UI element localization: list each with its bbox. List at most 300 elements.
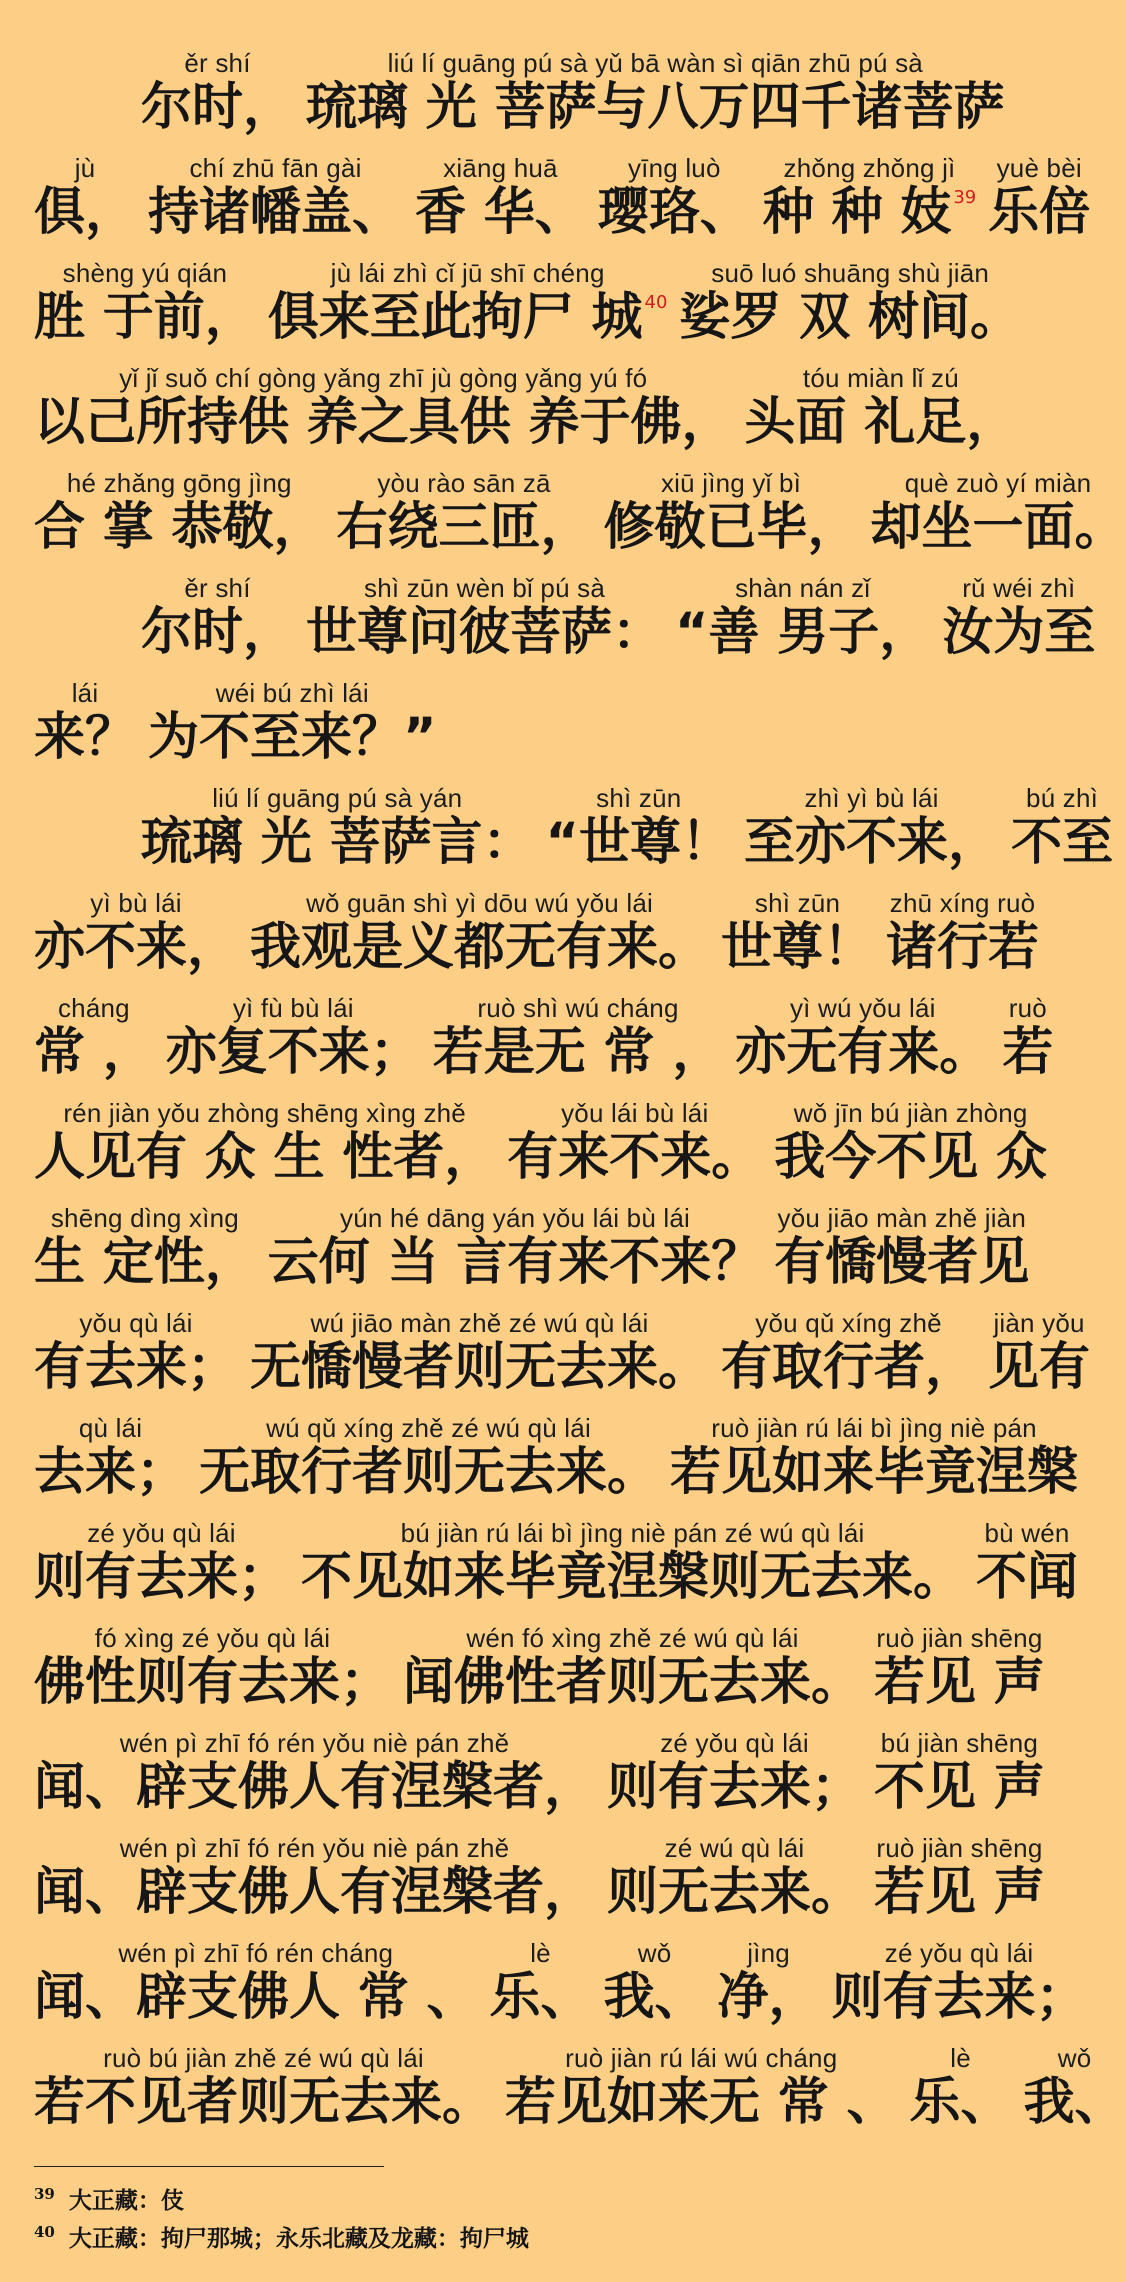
chinese-characters: 亦不来， [34, 918, 239, 977]
chinese-text [774, 1234, 1029, 1292]
pinyin-text: zé wú qù lái [664, 1833, 805, 1863]
annotated-phrase [675, 573, 930, 662]
annotated-phrase [942, 573, 1095, 662]
chinese-characters: 闻佛性者则无去来。 [403, 1653, 863, 1712]
pinyin-text: ruò shì wú cháng [477, 993, 679, 1023]
chinese-text [34, 1864, 595, 1922]
chinese-text [34, 1549, 289, 1607]
chinese-characters: 则有去来； [34, 1548, 290, 1607]
pinyin-text: bú jiàn rú lái bì jìng niè pán zé wú qù lái [400, 1518, 865, 1548]
chinese-characters: 无憍慢者则无去来。 [250, 1338, 710, 1397]
chinese-text [871, 499, 1126, 557]
annotated-phrase [763, 153, 976, 242]
chinese-characters: 闻、辟支佛人 常 、 [34, 1968, 478, 2027]
chinese-text [34, 1024, 154, 1082]
annotated-phrase [34, 258, 256, 347]
annotated-phrase [745, 363, 1018, 452]
chinese-characters: 云何 当 言有来不来？ [267, 1233, 763, 1292]
text-line [34, 2037, 1126, 2132]
chinese-characters: 生 定性， [34, 1233, 256, 1292]
pinyin-text: yǒu jiāo màn zhě jiàn [777, 1203, 1027, 1233]
pinyin-text: yì wú yǒu lái [789, 993, 936, 1023]
footnote-number: 40 [34, 2223, 55, 2241]
text-line [34, 1197, 1046, 1292]
pinyin-text: bù wén [984, 1518, 1070, 1548]
pinyin-text: wǒ [1057, 2043, 1092, 2073]
annotated-phrase [34, 1518, 289, 1607]
chinese-text [675, 604, 930, 662]
pinyin-text: shì zūn wèn bǐ pú sà [364, 573, 606, 603]
text-line [34, 1302, 1091, 1397]
pinyin-text: cháng [57, 993, 130, 1023]
chinese-characters: 娑罗 双 树间。 [679, 288, 1021, 347]
annotated-phrase [34, 1623, 391, 1712]
annotated-phrase [34, 888, 238, 977]
chinese-characters: 世尊！ [721, 918, 875, 977]
pinyin-text: shì zūn [754, 888, 841, 918]
annotated-phrase [34, 468, 325, 557]
chinese-text [34, 1654, 391, 1712]
pinyin-text: fó xìng zé yǒu qù lái [94, 1623, 331, 1653]
chinese-text [34, 289, 256, 347]
footnote-divider [34, 2166, 384, 2167]
text-line [34, 1407, 1079, 1502]
pinyin-text: yì bù lái [90, 888, 182, 918]
chinese-text [507, 1129, 762, 1187]
annotated-phrase [34, 1938, 478, 2027]
chinese-characters: 亦复不来； [165, 1023, 421, 1082]
text-line [34, 42, 1046, 137]
pinyin-text: xiāng huā [443, 153, 558, 183]
chinese-text [735, 1024, 990, 1082]
pinyin-text: yún hé dāng yán yǒu lái bù lái [340, 1203, 691, 1233]
pinyin-text: qù lái [78, 1413, 143, 1443]
annotated-phrase [718, 1938, 820, 2027]
pinyin-text: yǒu qǔ xíng zhě [755, 1308, 942, 1338]
chinese-characters: 尔时， [141, 78, 295, 137]
chinese-text [546, 814, 733, 872]
chinese-text [34, 709, 136, 767]
chinese-text [415, 184, 586, 242]
chinese-text [250, 919, 709, 977]
chinese-text [670, 1444, 1078, 1502]
chinese-text [745, 394, 1018, 452]
chinese-text [199, 1444, 658, 1502]
text-line [34, 777, 1114, 872]
pinyin-text: zé yǒu qù lái [884, 1938, 1034, 1968]
chinese-text [34, 1339, 238, 1397]
annotated-phrase [268, 258, 668, 347]
annotated-phrase [721, 888, 874, 977]
pinyin-text: liú lí guāng pú sà yǔ bā wàn sì qiān zhū pú sà [387, 48, 923, 78]
chinese-text [874, 1759, 1045, 1817]
pinyin-text: lái [71, 678, 99, 708]
chinese-text [604, 1969, 706, 2027]
chinese-characters: 俱来至此拘尸 城 [267, 288, 643, 347]
chinese-characters: 若见 声 [874, 1863, 1045, 1922]
text-line [34, 1722, 1046, 1817]
chinese-characters: 则有去来； [831, 1968, 1087, 2027]
chinese-characters: 若见如来无 常 、 [505, 2073, 898, 2132]
chinese-characters: 佛性则有去来； [34, 1653, 392, 1712]
text-line [34, 147, 1091, 242]
pinyin-text: ruò [1008, 993, 1047, 1023]
chinese-text [598, 184, 751, 242]
pinyin-text: yǒu lái bù lái [561, 1098, 709, 1128]
text-line [34, 1932, 1087, 2027]
pinyin-text: ruò jiàn rú lái bì jìng niè pán [711, 1413, 1037, 1443]
annotated-phrase [34, 153, 136, 242]
text-line [34, 567, 1096, 662]
footnote-marker: 40 [644, 292, 668, 313]
chinese-text [886, 919, 1039, 977]
pinyin-text: ěr shí [184, 48, 251, 78]
annotated-phrase [1024, 2043, 1126, 2132]
annotated-phrase [199, 1413, 658, 1502]
annotated-phrase [910, 2043, 1012, 2132]
footnote-marker: 39 [953, 187, 977, 208]
chinese-text [1024, 2074, 1126, 2132]
annotated-phrase [507, 1098, 762, 1187]
pinyin-text: yì fù bù lái [232, 993, 354, 1023]
annotated-phrase [774, 1098, 1047, 1187]
chinese-text [679, 289, 1021, 347]
pinyin-text: zé yǒu qù lái [660, 1728, 809, 1758]
pinyin-text: jiàn yǒu [993, 1308, 1085, 1338]
chinese-text [141, 604, 294, 662]
chinese-text [976, 1549, 1078, 1607]
annotated-phrase [306, 48, 1005, 137]
annotated-phrase [607, 1833, 862, 1922]
chinese-text [268, 289, 668, 347]
chinese-text [763, 184, 976, 242]
pinyin-text: ruò jiàn shēng [876, 1833, 1043, 1863]
annotated-phrase [301, 1518, 964, 1607]
chinese-characters: 见有 [988, 1338, 1091, 1397]
pinyin-text: shèng yú qián [62, 258, 228, 288]
pinyin-text: tóu miàn lǐ zú [802, 363, 959, 393]
pinyin-text: wén pì zhī fó rén yǒu niè pán zhě [119, 1833, 510, 1863]
annotated-phrase [721, 1308, 976, 1397]
pinyin-text: wú qǔ xíng zhě zé wú qù lái [266, 1413, 591, 1443]
pinyin-text: lè [530, 1938, 551, 1968]
annotated-phrase [874, 1623, 1045, 1712]
pinyin-text: xiū jìng yǐ bì [660, 468, 802, 498]
annotated-phrase [34, 1728, 595, 1817]
annotated-phrase [505, 2043, 898, 2132]
footnote-number: 39 [34, 2185, 55, 2203]
pinyin-text: yuè bèi [996, 153, 1082, 183]
chinese-characters: 不见 声 [874, 1758, 1045, 1817]
annotated-phrase [250, 1308, 709, 1397]
annotated-phrase [604, 1938, 706, 2027]
chinese-text [306, 604, 663, 662]
chinese-text [721, 1339, 976, 1397]
chinese-characters: 诸行若 [886, 918, 1040, 977]
pinyin-text: zhǒng zhǒng jì [783, 153, 956, 183]
annotated-phrase [306, 573, 663, 662]
footnote-text: 大正藏：伎 [68, 2187, 184, 2214]
chinese-text [433, 1024, 724, 1082]
text-line [34, 672, 1046, 767]
chinese-text [403, 1654, 862, 1712]
pinyin-text: wéi bú zhì lái [215, 678, 369, 708]
annotated-phrase [1002, 993, 1053, 1082]
text-line [34, 252, 1046, 347]
chinese-characters: 常 ， [34, 1023, 154, 1082]
pinyin-text: wú jiāo màn zhě zé wú qù lái [310, 1308, 649, 1338]
chinese-characters: “善 男子， [675, 603, 931, 662]
annotated-phrase [832, 1938, 1087, 2027]
pinyin-text: yīng luò [627, 153, 721, 183]
chinese-characters: 亦无有来。 [735, 1023, 991, 1082]
chinese-text [1011, 814, 1113, 872]
annotated-phrase [490, 1938, 592, 2027]
chinese-characters: 若见如来毕竟涅槃 [670, 1443, 1079, 1502]
chinese-text [34, 2074, 493, 2132]
chinese-characters: 若是无 常 ， [432, 1023, 724, 1082]
annotated-phrase [604, 468, 859, 557]
annotated-phrase [403, 1623, 862, 1712]
chinese-text [34, 1969, 478, 2027]
chinese-text [721, 919, 874, 977]
pinyin-text: ruò bú jiàn zhě zé wú qù lái [103, 2043, 424, 2073]
annotated-phrase [546, 783, 733, 872]
text-line [34, 987, 1054, 1082]
annotated-phrase [34, 1203, 256, 1292]
pinyin-text: wǒ [637, 1938, 672, 1968]
annotated-phrase [34, 1098, 495, 1187]
text-line [34, 1827, 1046, 1922]
chinese-characters: 不见如来毕竟涅槃则无去来。 [301, 1548, 965, 1607]
pinyin-text: wǒ jīn bú jiàn zhòng [793, 1098, 1028, 1128]
chinese-characters: “世尊！ [545, 813, 733, 872]
annotated-phrase [774, 1203, 1029, 1292]
footnote-39 [34, 2187, 1034, 2215]
annotated-phrase [679, 258, 1021, 347]
chinese-characters: 修敬已毕， [603, 498, 859, 557]
chinese-characters: 则无去来。 [607, 1863, 863, 1922]
chinese-characters: 若不见者则无去来。 [34, 2073, 494, 2132]
chinese-text [607, 1759, 862, 1817]
annotated-phrase [874, 1728, 1045, 1817]
annotated-phrase [433, 993, 724, 1082]
pinyin-text: rǔ wéi zhì [962, 573, 1076, 603]
chinese-characters: 乐、 [909, 2073, 1012, 2132]
chinese-characters: 却坐一面。 [870, 498, 1126, 557]
pinyin-text: zé yǒu qù lái [87, 1518, 236, 1548]
chinese-characters: 去来； [34, 1443, 188, 1502]
footnotes [34, 2166, 1034, 2263]
pinyin-text: què zuò yí miàn [904, 468, 1092, 498]
pinyin-text: shàn nán zǐ [735, 573, 871, 603]
pinyin-text: wén fó xìng zhě zé wú qù lái [466, 1623, 799, 1653]
chinese-characters: 不闻 [976, 1548, 1079, 1607]
chinese-text [774, 1129, 1047, 1187]
pinyin-text: yǒu qù lái [79, 1308, 193, 1338]
scripture-text [34, 42, 1126, 2142]
pinyin-text: hé zhǎng gōng jìng [66, 468, 292, 498]
pinyin-text: rén jiàn yǒu zhòng shēng xìng zhě [63, 1098, 466, 1128]
chinese-text [34, 1129, 495, 1187]
chinese-characters: 乐、 [489, 1968, 592, 2027]
pinyin-text: jù lái zhì cǐ jū shī chéng [330, 258, 605, 288]
chinese-text [874, 1654, 1045, 1712]
annotated-phrase [34, 678, 136, 767]
chinese-text [988, 184, 1090, 242]
annotated-phrase [988, 1308, 1090, 1397]
chinese-text [34, 919, 238, 977]
pinyin-text: wén pì zhī fó rén cháng [118, 1938, 394, 1968]
annotated-phrase [337, 468, 592, 557]
chinese-characters: 来？ [34, 708, 137, 767]
annotated-phrase [166, 993, 421, 1082]
chinese-text [141, 79, 294, 137]
chinese-text [744, 814, 999, 872]
chinese-characters: 有取行者， [721, 1338, 977, 1397]
chinese-text [505, 2074, 898, 2132]
pinyin-text: ruò jiàn shēng [876, 1623, 1043, 1653]
annotated-phrase [415, 153, 586, 242]
chinese-text [604, 499, 859, 557]
chinese-text [874, 1864, 1045, 1922]
text-line [34, 357, 1046, 452]
chinese-text [988, 1339, 1090, 1397]
annotated-phrase [34, 363, 733, 452]
chinese-characters: 有憍慢者见 [774, 1233, 1030, 1292]
pinyin-text: shì zūn [596, 783, 682, 813]
chinese-characters: 右绕三匝， [336, 498, 592, 557]
chinese-characters: 则有去来； [607, 1758, 863, 1817]
chinese-characters: 琉璃 光 菩萨与八万四千诸菩萨 [306, 78, 1005, 137]
chinese-characters: 持诸幡盖、 [148, 183, 404, 242]
chinese-characters: 若 [1002, 1023, 1054, 1082]
text-line [34, 1092, 1046, 1187]
chinese-text [34, 499, 325, 557]
chinese-characters: 汝为至 [942, 603, 1096, 662]
annotated-phrase [141, 48, 294, 137]
chinese-text [718, 1969, 820, 2027]
chinese-characters: 尔时， [141, 603, 295, 662]
annotated-phrase [141, 783, 534, 872]
chinese-text [306, 79, 1005, 137]
chinese-text [607, 1864, 862, 1922]
annotated-phrase [1011, 783, 1113, 872]
annotated-phrase [744, 783, 999, 872]
annotated-phrase [148, 678, 437, 767]
pinyin-text: ěr shí [184, 573, 251, 603]
chinese-characters: 闻、辟支佛人有涅槃者， [34, 1758, 596, 1817]
text-line [34, 462, 1126, 557]
chinese-characters: 合 掌 恭敬， [34, 498, 325, 557]
pinyin-text: zhì yì bù lái [804, 783, 939, 813]
annotated-phrase [871, 468, 1126, 557]
chinese-characters: 俱， [34, 183, 137, 242]
pinyin-text: yòu rào sān zā [377, 468, 551, 498]
pinyin-text: jìng [747, 1938, 790, 1968]
chinese-characters: 为不至来？” [148, 708, 437, 767]
chinese-characters: 种 种 妓 [762, 183, 952, 242]
pinyin-text: wén pì zhī fó rén yǒu niè pán zhě [119, 1728, 510, 1758]
annotated-phrase [141, 573, 294, 662]
annotated-phrase [598, 153, 751, 242]
chinese-characters: 我、 [1023, 2073, 1126, 2132]
chinese-text [250, 1339, 709, 1397]
annotated-phrase [607, 1728, 862, 1817]
chinese-characters: 有去来； [34, 1338, 239, 1397]
chinese-text [1002, 1024, 1053, 1082]
pinyin-text: suō luó shuāng shù jiān [711, 258, 990, 288]
annotated-phrase [34, 1413, 187, 1502]
annotated-phrase [874, 1833, 1045, 1922]
annotated-phrase [34, 1833, 595, 1922]
chinese-characters: 闻、辟支佛人有涅槃者， [34, 1863, 596, 1922]
annotated-phrase [34, 2043, 493, 2132]
annotated-phrase [735, 993, 990, 1082]
annotated-phrase [148, 153, 403, 242]
chinese-text [268, 1234, 763, 1292]
footnote-40 [34, 2225, 1034, 2253]
chinese-text [301, 1549, 964, 1607]
annotated-phrase [250, 888, 709, 977]
annotated-phrase [976, 1518, 1078, 1607]
chinese-text [148, 184, 403, 242]
annotated-phrase [268, 1203, 763, 1292]
pinyin-text: yǐ jǐ suǒ chí gòng yǎng zhī jù gòng yǎng yú fó [119, 363, 648, 393]
chinese-text [490, 1969, 592, 2027]
chinese-text [34, 1444, 187, 1502]
chinese-text [34, 394, 733, 452]
chinese-characters: 世尊问彼菩萨： [306, 603, 664, 662]
annotated-phrase [988, 153, 1090, 242]
pinyin-text: shēng dìng xìng [50, 1203, 239, 1233]
chinese-text [166, 1024, 421, 1082]
chinese-characters: 以己所持供 养之具供 养于佛， [34, 393, 733, 452]
chinese-characters: 人见有 众 生 性者， [34, 1128, 496, 1187]
pinyin-text: wǒ guān shì yì dōu wú yǒu lái [306, 888, 653, 918]
chinese-characters: 至亦不来， [744, 813, 1000, 872]
annotated-phrase [34, 1308, 238, 1397]
chinese-characters: 胜 于前， [34, 288, 256, 347]
chinese-characters: 不至 [1011, 813, 1114, 872]
chinese-characters: 有来不来。 [507, 1128, 763, 1187]
chinese-characters: 我、 [603, 1968, 706, 2027]
text-line [34, 882, 1046, 977]
chinese-text [34, 1759, 595, 1817]
pinyin-text: liú lí guāng pú sà yán [212, 783, 463, 813]
footnote-text: 大正藏：拘尸那城；永乐北藏及龙藏：拘尸城 [68, 2225, 529, 2252]
chinese-characters: 乐倍 [988, 183, 1091, 242]
annotated-phrase [34, 993, 154, 1082]
pinyin-text: bú zhì [1026, 783, 1099, 813]
text-line [34, 1512, 1079, 1607]
chinese-characters: 我观是义都无有来。 [250, 918, 710, 977]
chinese-text [832, 1969, 1087, 2027]
chinese-characters: 我今不见 众 [774, 1128, 1048, 1187]
chinese-characters: 若见 声 [874, 1653, 1045, 1712]
pinyin-text: ruò jiàn rú lái wú cháng [565, 2043, 838, 2073]
annotated-phrase [886, 888, 1039, 977]
pinyin-text: chí zhū fān gài [189, 153, 362, 183]
pinyin-text: bú jiàn shēng [880, 1728, 1039, 1758]
chinese-text [34, 1234, 256, 1292]
chinese-text [34, 184, 136, 242]
chinese-text [337, 499, 592, 557]
chinese-text [148, 709, 437, 767]
pinyin-text: lè [950, 2043, 971, 2073]
chinese-characters: 香 华、 [415, 183, 586, 242]
chinese-characters: 无取行者则无去来。 [199, 1443, 659, 1502]
